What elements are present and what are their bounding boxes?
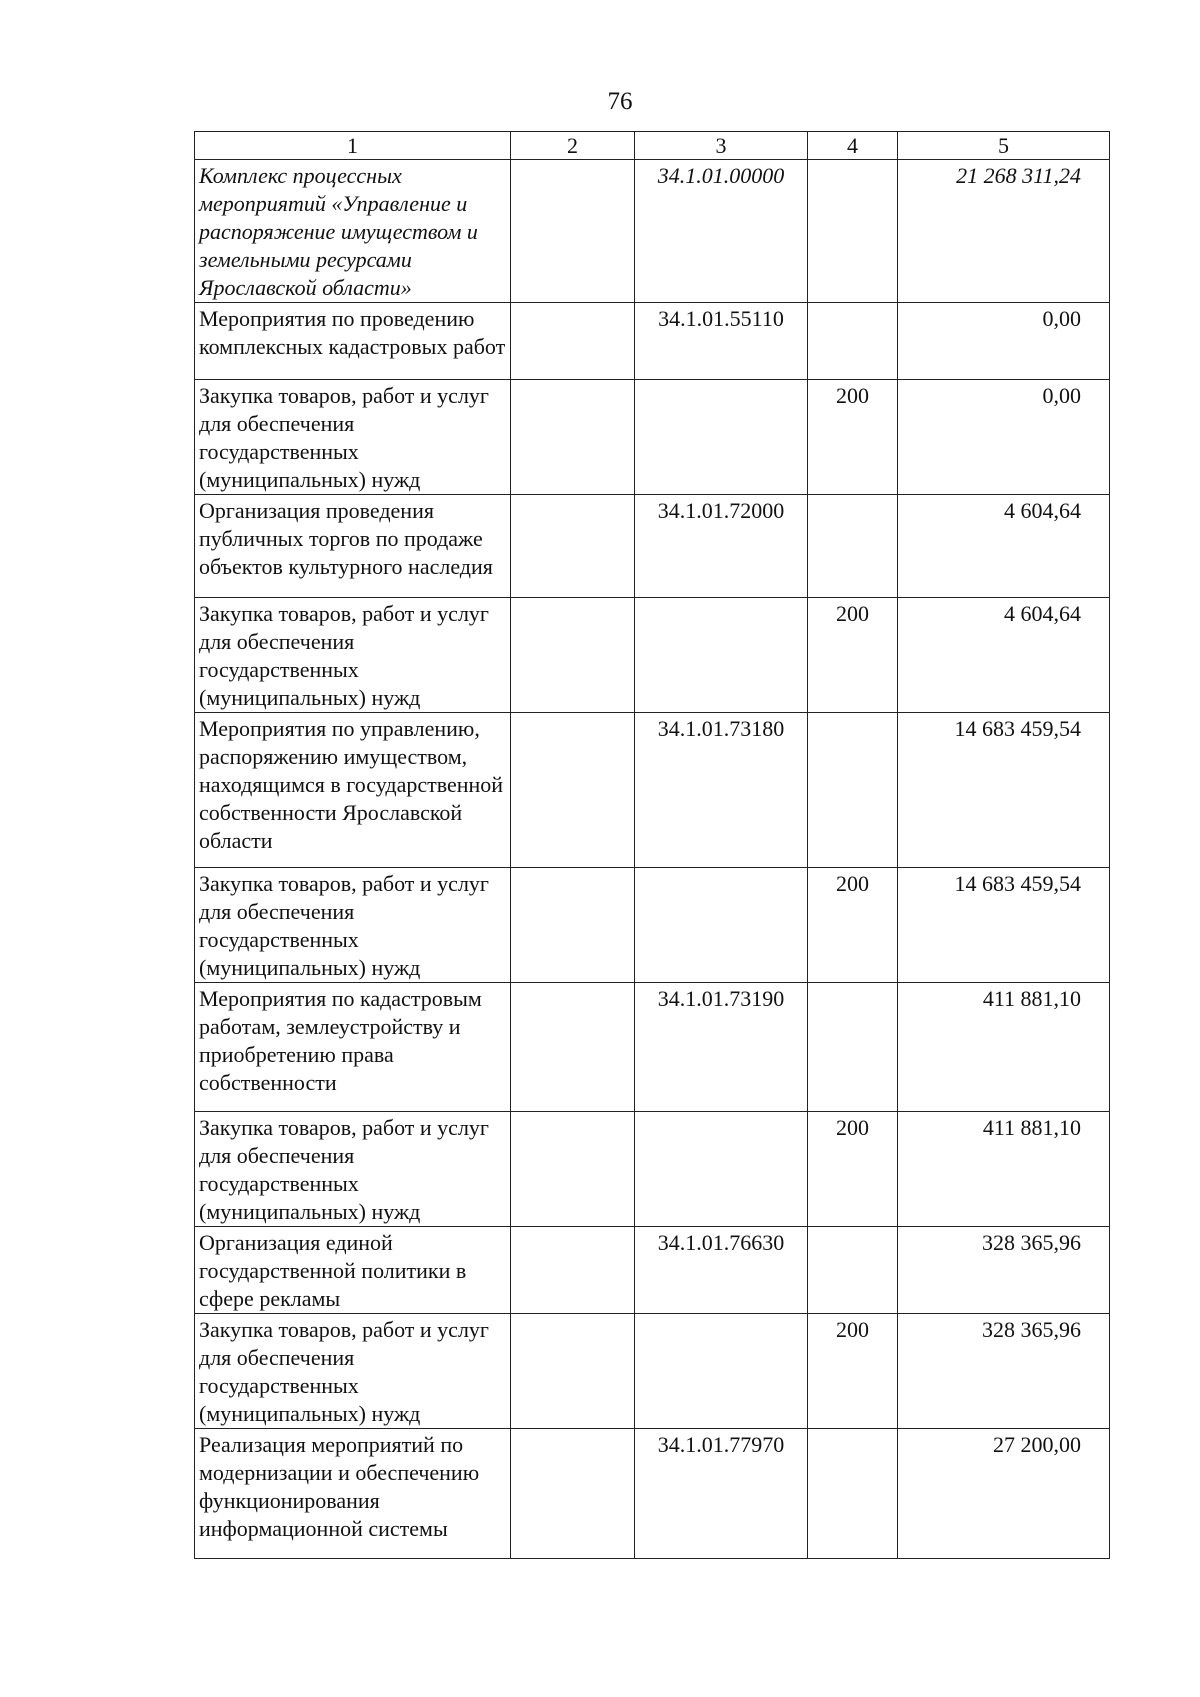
row-expense-type-cell xyxy=(808,1429,898,1559)
page-number: 76 xyxy=(607,88,633,115)
column-header-4: 4 xyxy=(808,132,898,160)
row-empty-cell xyxy=(511,983,635,1112)
row-amount-cell: 21 268 311,24 xyxy=(898,160,1110,303)
row-amount-cell: 411 881,10 xyxy=(898,983,1110,1112)
row-amount-cell: 0,00 xyxy=(898,380,1110,495)
table-row xyxy=(195,598,1110,713)
row-name-cell: Организация единой государственной политики в сфере рекламы xyxy=(195,1227,511,1314)
row-expense-type-cell xyxy=(808,983,898,1112)
row-amount-cell: 4 604,64 xyxy=(898,598,1110,713)
row-empty-cell xyxy=(511,1314,635,1429)
row-code-cell xyxy=(635,380,808,495)
row-name-cell: Комплекс процессных мероприятий «Управление и распоряжение имуществом и земельными ресурсами Ярославской области» xyxy=(195,160,511,303)
row-expense-type-cell: 200 xyxy=(808,1112,898,1227)
table-row xyxy=(195,1112,1110,1227)
row-empty-cell xyxy=(511,1227,635,1314)
row-amount-cell: 0,00 xyxy=(898,303,1110,380)
row-amount-cell: 328 365,96 xyxy=(898,1314,1110,1429)
row-expense-type-cell xyxy=(808,495,898,598)
row-expense-type-cell xyxy=(808,303,898,380)
row-empty-cell xyxy=(511,1112,635,1227)
budget-table xyxy=(194,131,1110,1559)
row-amount-cell: 411 881,10 xyxy=(898,1112,1110,1227)
row-empty-cell xyxy=(511,713,635,868)
row-code-cell: 34.1.01.77970 xyxy=(635,1429,808,1559)
column-number-row xyxy=(195,132,1110,160)
table-row xyxy=(195,1314,1110,1429)
row-name-cell: Закупка товаров, работ и услуг для обеспечения государственных (муниципальных) нужд xyxy=(195,1314,511,1429)
row-name-cell: Мероприятия по управлению, распоряжению имуществом, находящимся в государственной собственности Ярославской области xyxy=(195,713,511,868)
table-row xyxy=(195,868,1110,983)
table-row xyxy=(195,380,1110,495)
row-name-cell: Закупка товаров, работ и услуг для обеспечения государственных (муниципальных) нужд xyxy=(195,380,511,495)
row-expense-type-cell: 200 xyxy=(808,868,898,983)
row-expense-type-cell: 200 xyxy=(808,598,898,713)
row-amount-cell: 4 604,64 xyxy=(898,495,1110,598)
row-amount-cell: 328 365,96 xyxy=(898,1227,1110,1314)
row-empty-cell xyxy=(511,380,635,495)
row-code-cell xyxy=(635,1112,808,1227)
row-empty-cell xyxy=(511,160,635,303)
row-expense-type-cell xyxy=(808,160,898,303)
row-name-cell: Мероприятия по проведению комплексных кадастровых работ xyxy=(195,303,511,380)
row-expense-type-cell xyxy=(808,1227,898,1314)
row-empty-cell xyxy=(511,868,635,983)
row-amount-cell: 14 683 459,54 xyxy=(898,868,1110,983)
table-row xyxy=(195,1429,1110,1559)
table-row xyxy=(195,303,1110,380)
column-header-1: 1 xyxy=(195,132,511,160)
row-name-cell: Мероприятия по кадастровым работам, землеустройству и приобретению права собственности xyxy=(195,983,511,1112)
row-name-cell: Закупка товаров, работ и услуг для обеспечения государственных (муниципальных) нужд xyxy=(195,868,511,983)
table-row xyxy=(195,713,1110,868)
row-empty-cell xyxy=(511,598,635,713)
row-expense-type-cell: 200 xyxy=(808,1314,898,1429)
row-amount-cell: 27 200,00 xyxy=(898,1429,1110,1559)
column-header-3: 3 xyxy=(635,132,808,160)
row-name-cell: Закупка товаров, работ и услуг для обеспечения государственных (муниципальных) нужд xyxy=(195,598,511,713)
table-row xyxy=(195,160,1110,303)
row-amount-cell: 14 683 459,54 xyxy=(898,713,1110,868)
table-row xyxy=(195,983,1110,1112)
table-row xyxy=(195,1227,1110,1314)
row-empty-cell xyxy=(511,495,635,598)
row-code-cell: 34.1.01.55110 xyxy=(635,303,808,380)
row-name-cell: Закупка товаров, работ и услуг для обеспечения государственных (муниципальных) нужд xyxy=(195,1112,511,1227)
row-empty-cell xyxy=(511,1429,635,1559)
row-code-cell: 34.1.01.73180 xyxy=(635,713,808,868)
row-code-cell xyxy=(635,598,808,713)
row-code-cell xyxy=(635,868,808,983)
row-code-cell: 34.1.01.00000 xyxy=(635,160,808,303)
row-name-cell: Реализация мероприятий по модернизации и обеспечению функционирования информационной системы xyxy=(195,1429,511,1559)
column-header-5: 5 xyxy=(898,132,1110,160)
table-row xyxy=(195,495,1110,598)
column-header-2: 2 xyxy=(511,132,635,160)
row-code-cell: 34.1.01.76630 xyxy=(635,1227,808,1314)
row-expense-type-cell: 200 xyxy=(808,380,898,495)
row-empty-cell xyxy=(511,303,635,380)
row-code-cell: 34.1.01.72000 xyxy=(635,495,808,598)
table-body xyxy=(195,160,1110,1559)
row-code-cell xyxy=(635,1314,808,1429)
row-name-cell: Организация проведения публичных торгов по продаже объектов культурного наследия xyxy=(195,495,511,598)
row-code-cell: 34.1.01.73190 xyxy=(635,983,808,1112)
row-expense-type-cell xyxy=(808,713,898,868)
